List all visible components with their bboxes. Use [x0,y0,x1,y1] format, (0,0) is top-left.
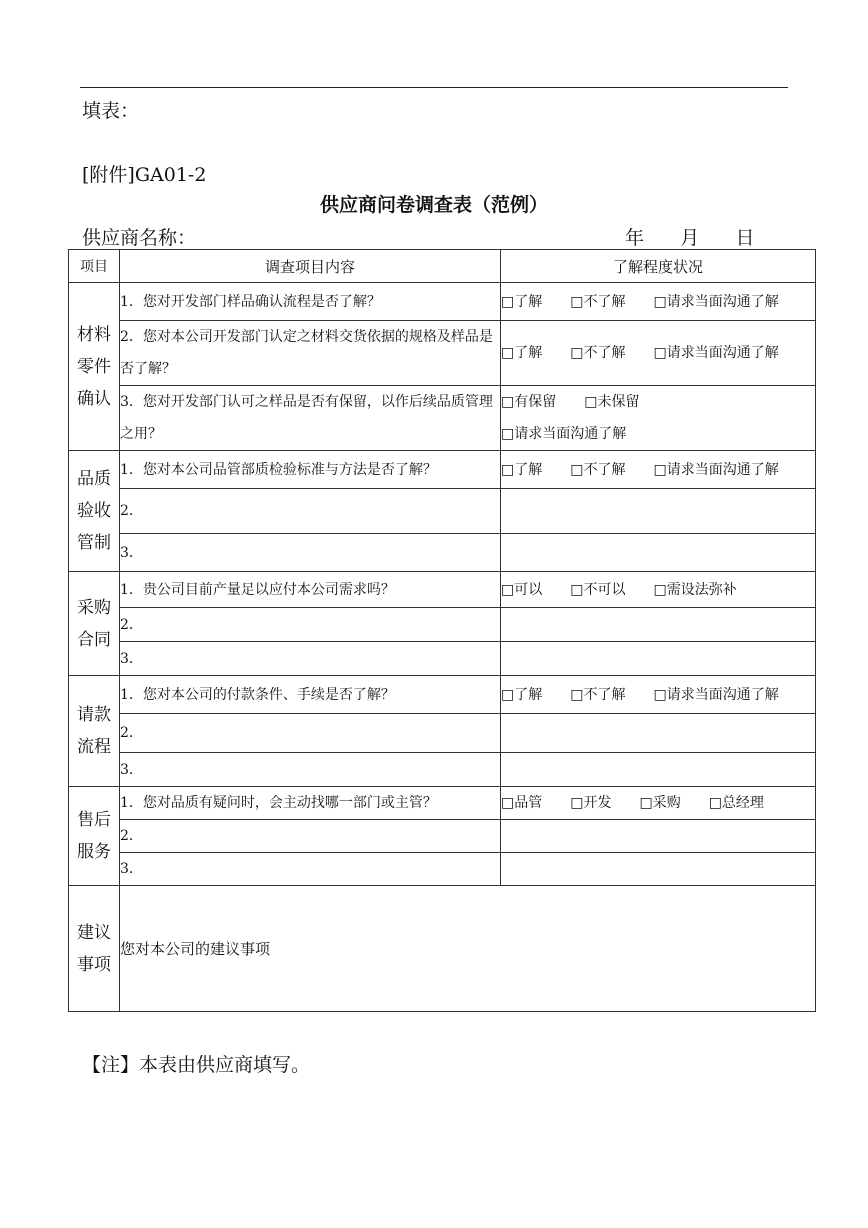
date-label: 年 月 日 [625,227,755,249]
col-header-status: 了解程度状况 [501,250,816,283]
answer-cell [501,714,816,753]
category-payment: 请款 流程 [69,676,120,787]
survey-question: 1．贵公司目前产量足以应付本公司需求吗？ [120,572,501,608]
attachment-code: [附件]GA01-2 [82,164,207,186]
answer-cell [501,642,816,676]
table-row [69,489,816,534]
answer-cell [501,283,816,321]
table-row [69,572,816,608]
answer-checkbox-option[interactable]: □了解 [501,686,543,703]
answer-cell [501,676,816,714]
answer-checkbox-option[interactable]: □不了解 [570,461,626,478]
answer-checkbox-option[interactable]: □可以 [501,581,543,598]
answer-checkbox-option[interactable]: □请求当面沟通了解 [653,686,779,703]
survey-question: 2．您对本公司开发部门认定之材料交货依据的规格及样品是否了解？ [120,321,501,386]
answer-checkbox-option[interactable]: □品管 [501,795,543,811]
table-row [69,676,816,714]
survey-question: 1．您对本公司的付款条件、手续是否了解？ [120,676,501,714]
answer-cell [501,386,816,451]
answer-checkbox-option[interactable]: □不了解 [570,345,626,361]
answer-checkbox-option[interactable]: □采购 [639,795,681,811]
form-title: 供应商问卷调查表（范例） [319,194,548,216]
answer-cell [501,489,816,534]
table-row [69,787,816,820]
table-row [69,820,816,853]
answer-cell [501,820,816,853]
answer-cell [501,608,816,642]
survey-question: 3．您对开发部门认可之样品是否有保留，以作后续品质管理之用？ [120,386,501,451]
answer-checkbox-option[interactable]: □了解 [501,345,543,361]
table-row [69,386,816,451]
table-row [69,608,816,642]
top-rule [80,87,788,88]
answer-cell [501,787,816,820]
category-materials: 材料 零件 确认 [69,283,120,451]
answer-cell [501,572,816,608]
survey-question: 1．您对品质有疑问时，会主动找哪一部门或主管？ [120,787,501,820]
survey-question: 3． [120,753,501,787]
answer-checkbox-option[interactable]: □了解 [501,293,543,310]
col-header-item: 项目 [69,250,120,283]
table-row [69,642,816,676]
answer-checkbox-option[interactable]: □开发 [570,795,612,811]
answer-checkbox-option[interactable]: □请求当面沟通了解 [501,426,627,442]
footnote: 【注】本表由供应商填写。 [82,1054,311,1076]
survey-question: 1．您对本公司品管部质检验标准与方法是否了解？ [120,451,501,489]
suggestion-field[interactable]: 您对本公司的建议事项 [120,886,816,1012]
survey-question: 2． [120,820,501,853]
survey-question: 2． [120,608,501,642]
survey-table [68,249,816,1012]
table-row [69,753,816,787]
category-quality: 品质 验收 管制 [69,451,120,572]
survey-question: 3． [120,642,501,676]
category-purchase: 采购 合同 [69,572,120,676]
table-row [69,321,816,386]
answer-cell [501,321,816,386]
col-header-content: 调查项目内容 [120,250,501,283]
answer-checkbox-option[interactable]: □需设法弥补 [653,581,737,598]
survey-question: 2． [120,489,501,534]
table-header-row [69,250,816,283]
category-suggestion: 建议 事项 [69,886,120,1012]
suggestion-row [69,886,816,1012]
survey-question: 1．您对开发部门样品确认流程是否了解？ [120,283,501,321]
answer-checkbox-option[interactable]: □请求当面沟通了解 [653,293,779,310]
answer-cell [501,753,816,787]
supplier-name-label: 供应商名称： [82,227,197,249]
survey-question: 2． [120,714,501,753]
answer-checkbox-option[interactable]: □不了解 [570,293,626,310]
table-row [69,451,816,489]
answer-checkbox-option[interactable]: □不了解 [570,686,626,703]
table-row [69,714,816,753]
fill-label: 填表： [82,100,140,122]
answer-checkbox-option[interactable]: □有保留 [501,394,557,410]
answer-cell [501,534,816,572]
answer-checkbox-option[interactable]: □请求当面沟通了解 [653,345,779,361]
table-row [69,283,816,321]
answer-checkbox-option[interactable]: □总经理 [708,795,764,811]
survey-question: 3． [120,534,501,572]
answer-cell [501,853,816,886]
answer-checkbox-option[interactable]: □了解 [501,461,543,478]
answer-checkbox-option[interactable]: □请求当面沟通了解 [653,461,779,478]
survey-question: 3． [120,853,501,886]
answer-checkbox-option[interactable]: □不可以 [570,581,626,598]
answer-cell [501,451,816,489]
category-aftersales: 售后 服务 [69,787,120,886]
answer-checkbox-option[interactable]: □未保留 [584,394,640,410]
table-row [69,534,816,572]
table-row [69,853,816,886]
